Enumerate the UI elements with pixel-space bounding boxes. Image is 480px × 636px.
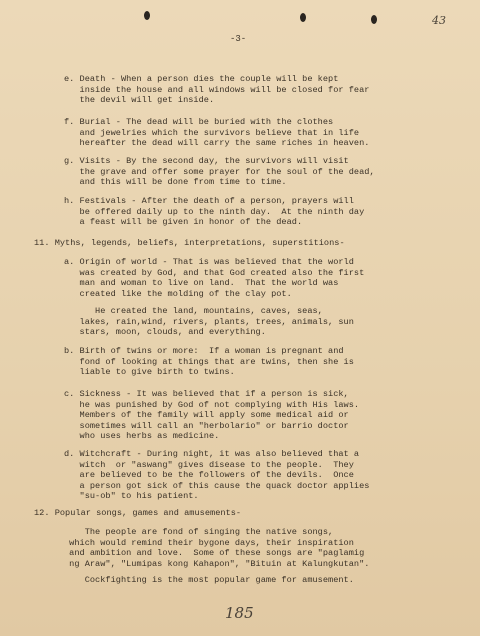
item-g-visits: g. Visits - By the second day, the survivors will visit the grave and offer some prayer for the soul of the dead, and this will be done from time to time. [64, 156, 375, 187]
punch-hole [371, 15, 377, 24]
page-number: -3- [230, 34, 247, 44]
item-a-continued: He created the land, mountains, caves, seas, lakes, rain,wind, rivers, plants, trees, animals, sun stars, moon, clouds, and everything. [79, 306, 354, 337]
item-b-twins: b. Birth of twins or more: If a woman is pregnant and fond of looking at things that are twins, then she is liable to give birth to twins. [64, 346, 354, 377]
item-e-death: e. Death - When a person dies the couple will be kept inside the house and all windows will be closed for fear the devil will get inside. [64, 74, 370, 105]
punch-hole [144, 11, 150, 20]
item-a-origin: a. Origin of world - That is was believed that the world was created by God, and that God created also the first man and woman to live on land. That the world was created like the molding of the clay pot. [64, 257, 365, 299]
item-f-burial: f. Burial - The dead will be buried with the clothes and jewelries which the survivors believe that in life hereafter the dead will carry the same riches in heaven. [64, 117, 370, 148]
cockfighting-line: Cockfighting is the most popular game for amusement. [64, 575, 354, 585]
punch-hole [300, 13, 306, 22]
item-h-festivals: h. Festivals - After the death of a person, prayers will be offered daily up to the ninth day. At the ninth day a feast will be given in honor of the dead. [64, 196, 365, 227]
section-12-heading: 12. Popular songs, games and amusements- [34, 508, 242, 518]
item-c-sickness: c. Sickness - It was believed that if a person is sick, he was punished by God of not complying with His laws. Members of the family will apply some medical aid or sometimes will call an "herbolario" or barrio doctor who uses herbs as medicine. [64, 389, 360, 441]
handwritten-page-number: 185 [225, 604, 254, 622]
section-12-paragraph: The people are fond of singing the native songs, which would remind their bygone days, their inspiration and ambition and love. Some of these songs are "paglamig ng Araw", "Lumipas kong Kahapon", "Bituin at Kalungkutan". [69, 527, 370, 569]
section-11-heading: 11. Myths, legends, beliefs, interpretations, superstitions- [34, 238, 345, 248]
item-d-witchcraft: d. Witchcraft - During night, it was also believed that a witch or "aswang" gives disease to the people. They are believed to be the followers of the devils. Once a person got sick of this cause the quack doctor applies "su-ob" to his patient. [64, 449, 370, 501]
folio-number: 43 [432, 14, 446, 27]
